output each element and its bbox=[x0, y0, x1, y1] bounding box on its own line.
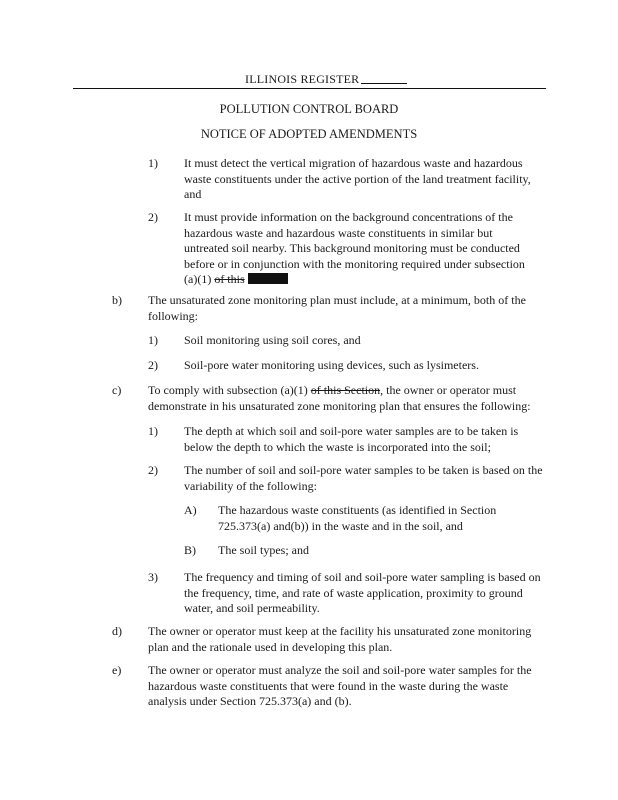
struck-text: of this bbox=[214, 272, 245, 286]
item-c2b-text: The soil types; and bbox=[218, 543, 309, 557]
item-d-number: d) bbox=[112, 624, 122, 638]
item-b-text: The unsaturated zone monitoring plan must include, at a minimum, both of the following: bbox=[148, 293, 526, 323]
header-rule bbox=[73, 88, 546, 89]
item-a2-text: It must provide information on the background concentrations of the hazardous waste and hazardous waste constituents in similar but untreated soil nearby. This background monitoring must be conducted before or in conjunction with the monitoring required under subsection (a)(1) of this bbox=[184, 210, 525, 286]
item-c2a-number: A) bbox=[184, 503, 197, 517]
redaction-mark bbox=[248, 273, 288, 284]
item-a2-number: 2) bbox=[148, 210, 158, 224]
item-b2-text: Soil-pore water monitoring using devices, such as lysimeters. bbox=[184, 358, 479, 372]
item-d-text: The owner or operator must keep at the facility his unsaturated zone monitoring plan and the rationale used in developing this plan. bbox=[148, 624, 532, 654]
item-c2a-text: The hazardous waste constituents (as identified in Section 725.373(a) and(b)) in the waste and in the soil, and bbox=[218, 503, 497, 533]
item-b1-number: 1) bbox=[148, 333, 158, 347]
item-a1-text: It must detect the vertical migration of hazardous waste and hazardous waste constituents under the active portion of the land treatment facility, and bbox=[184, 156, 531, 201]
item-b2-number: 2) bbox=[148, 358, 158, 372]
board-title: POLLUTION CONTROL BOARD bbox=[219, 102, 399, 116]
item-b-number: b) bbox=[112, 293, 122, 307]
item-c1-text: The depth at which soil and soil-pore water samples are to be taken is below the depth to which the waste is incorporated into the soil; bbox=[184, 424, 519, 454]
item-e-number: e) bbox=[112, 663, 122, 677]
item-a1-number: 1) bbox=[148, 156, 158, 170]
item-c2-text: The number of soil and soil-pore water samples to be taken is based on the variability of the following: bbox=[184, 463, 543, 493]
item-c-number: c) bbox=[112, 383, 122, 397]
item-e-text: The owner or operator must analyze the soil and soil-pore water samples for the hazardous waste constituents that were found in the waste during the waste analysis under Section 725.373(a) and (b). bbox=[148, 663, 532, 708]
item-c1-number: 1) bbox=[148, 424, 158, 438]
register-title: ILLINOIS REGISTER bbox=[245, 72, 407, 87]
notice-title: NOTICE OF ADOPTED AMENDMENTS bbox=[200, 127, 418, 141]
register-underline bbox=[361, 83, 407, 84]
item-c3-text: The frequency and timing of soil and soil-pore water sampling is based on the frequency, time, and rate of waste application, proximity to ground water, and soil permeability. bbox=[184, 570, 541, 615]
struck-text: of this Section bbox=[310, 383, 381, 397]
item-c2-number: 2) bbox=[148, 463, 158, 477]
item-c2b-number: B) bbox=[184, 543, 196, 557]
item-c3-number: 3) bbox=[148, 570, 158, 584]
item-c-text: To comply with subsection (a)(1) of this Section, the owner or operator must demonstrate in his unsaturated zone monitoring plan that ensures the following: bbox=[148, 383, 531, 413]
item-b1-text: Soil monitoring using soil cores, and bbox=[184, 333, 361, 347]
